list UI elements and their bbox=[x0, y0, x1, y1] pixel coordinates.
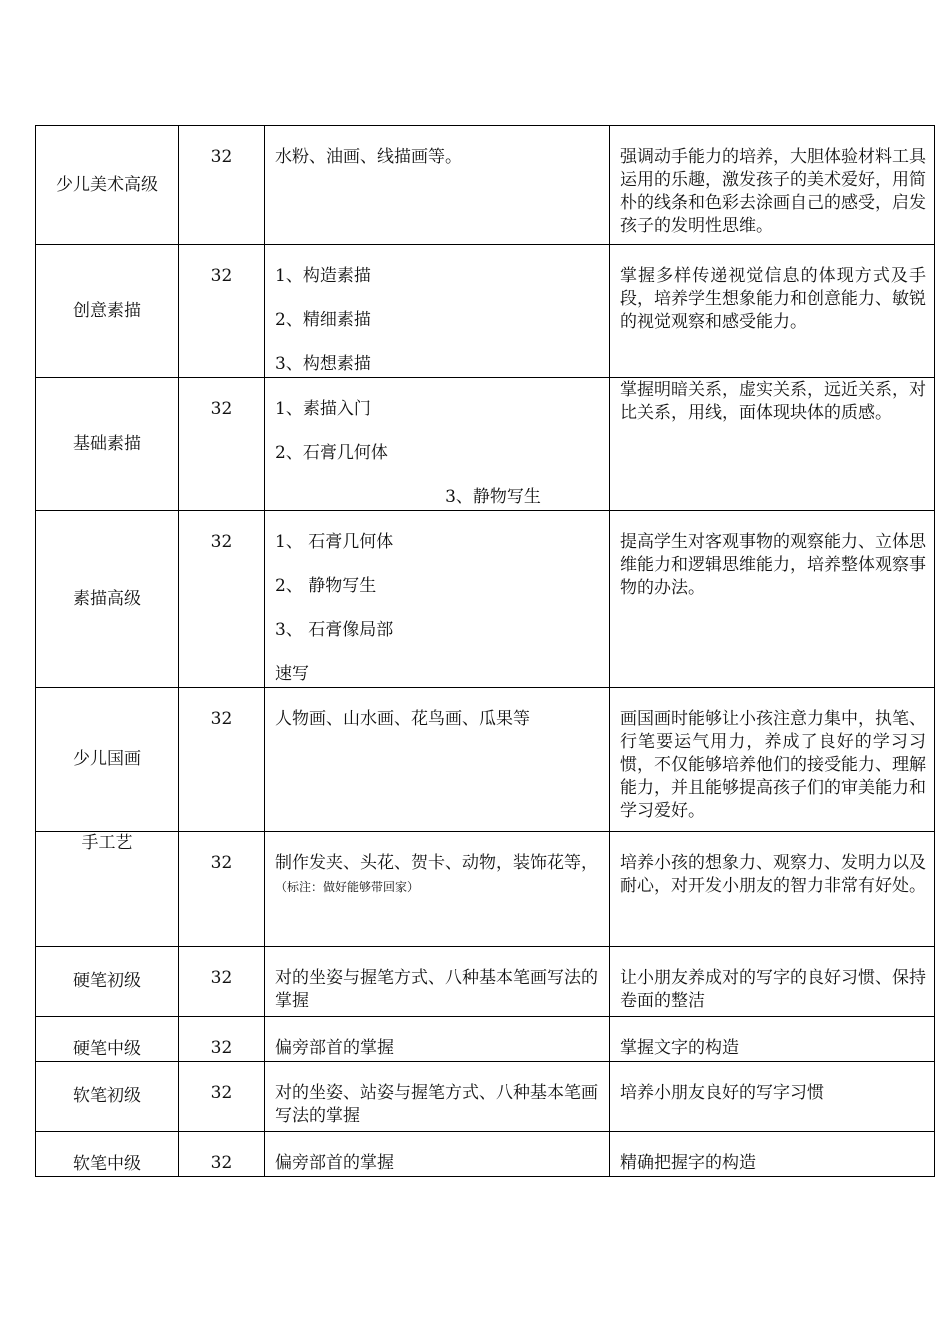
course-content-text: 制作发夹、头花、贺卡、动物，装饰花等， bbox=[275, 853, 598, 873]
course-content-cell bbox=[265, 947, 610, 1017]
course-content-line: 2、精细素描 bbox=[275, 310, 371, 330]
course-goal-cell bbox=[610, 688, 935, 832]
course-name: 硬笔初级 bbox=[73, 971, 141, 991]
course-hours-cell bbox=[179, 126, 265, 245]
course-hours: 32 bbox=[210, 1038, 233, 1058]
course-goal-cell bbox=[610, 1017, 935, 1062]
course-goal: 强调动手能力的培养，大胆体验材料工具运用的乐趣，激发孩子的美术爱好，用简朴的线条和色彩去涂画自己的感受，启发孩子的发明性思维。 bbox=[620, 147, 926, 236]
course-name-cell bbox=[36, 511, 179, 688]
course-name-cell bbox=[36, 832, 179, 947]
course-goal-cell bbox=[610, 245, 935, 378]
course-content-cell bbox=[265, 832, 610, 947]
course-hours: 32 bbox=[210, 1153, 233, 1173]
course-hours: 32 bbox=[210, 266, 233, 286]
course-goal: 掌握多样传递视觉信息的体现方式及手段，培养学生想象能力和创意能力、敏锐的视觉观察和感受能力。 bbox=[620, 266, 926, 332]
course-name: 硬笔中级 bbox=[73, 1039, 141, 1059]
course-hours: 32 bbox=[210, 968, 233, 988]
course-goal-cell bbox=[610, 126, 935, 245]
course-name: 素描高级 bbox=[73, 588, 141, 609]
course-hours-cell bbox=[179, 1062, 265, 1132]
course-hours-cell bbox=[179, 1017, 265, 1062]
course-name-cell bbox=[36, 1132, 179, 1177]
course-goal-cell bbox=[610, 947, 935, 1017]
course-hours-cell bbox=[179, 688, 265, 832]
course-hours-cell bbox=[179, 378, 265, 511]
course-content-line: 2、石膏几何体 bbox=[275, 443, 388, 463]
course-content-cell bbox=[265, 245, 610, 378]
course-goal: 让小朋友养成对的写字的良好习惯、保持卷面的整洁 bbox=[620, 968, 926, 1011]
course-content-cell bbox=[265, 511, 610, 688]
course-goal: 画国画时能够让小孩注意力集中，执笔、行笔要运气用力，养成了良好的学习习惯，不仅能够培养他们的接受能力、理解能力，并且能够提高孩子们的审美能力和学习爱好。 bbox=[620, 709, 926, 821]
table-row bbox=[36, 1062, 935, 1132]
course-content-line: 2、 静物写生 bbox=[275, 576, 377, 596]
course-goal-cell bbox=[610, 832, 935, 947]
course-name: 软笔初级 bbox=[73, 1086, 141, 1106]
course-name-cell bbox=[36, 378, 179, 511]
course-goal: 提高学生对客观事物的观察能力、立体思维能力和逻辑思维能力，培养整体观察事物的办法。 bbox=[620, 532, 926, 598]
table-row bbox=[36, 511, 935, 688]
course-hours: 32 bbox=[210, 532, 233, 552]
course-goal-cell bbox=[610, 1062, 935, 1132]
course-hours: 32 bbox=[210, 853, 233, 873]
course-content-line: 对的坐姿、站姿与握笔方式、八种基本笔画写法的掌握 bbox=[275, 1083, 598, 1126]
course-name: 少儿国画 bbox=[73, 749, 141, 769]
course-name-cell bbox=[36, 245, 179, 378]
course-goal-cell bbox=[610, 1132, 935, 1177]
course-content-line: 3、 石膏像局部 bbox=[275, 620, 394, 640]
course-name-cell bbox=[36, 1017, 179, 1062]
course-content-line: 速写 bbox=[275, 664, 309, 684]
course-name: 创意素描 bbox=[73, 300, 141, 321]
course-goal: 掌握文字的构造 bbox=[620, 1038, 739, 1058]
course-goal-cell bbox=[610, 378, 935, 511]
course-name: 手工艺 bbox=[81, 833, 133, 853]
table-row bbox=[36, 1132, 935, 1177]
course-content-line: 对的坐姿与握笔方式、八种基本笔画写法的掌握 bbox=[275, 968, 598, 1011]
course-content-note: （标注：做好能够带回家） bbox=[275, 880, 420, 894]
course-content-line: 1、素描入门 bbox=[275, 399, 371, 419]
course-name-cell bbox=[36, 126, 179, 245]
course-name-cell bbox=[36, 947, 179, 1017]
course-table bbox=[35, 125, 935, 1177]
table-row bbox=[36, 832, 935, 947]
course-name: 基础素描 bbox=[73, 433, 141, 454]
course-content-line: 3、静物写生 bbox=[445, 487, 541, 507]
course-content-line: 1、 石膏几何体 bbox=[275, 532, 394, 552]
course-name-cell bbox=[36, 1062, 179, 1132]
course-hours: 32 bbox=[210, 709, 233, 729]
course-name: 软笔中级 bbox=[73, 1154, 141, 1174]
course-content-line: 偏旁部首的掌握 bbox=[275, 1038, 394, 1058]
course-goal: 精确把握字的构造 bbox=[620, 1153, 756, 1173]
course-content-cell bbox=[265, 126, 610, 245]
course-content-cell bbox=[265, 1132, 610, 1177]
course-content-line: 偏旁部首的掌握 bbox=[275, 1153, 394, 1173]
course-name: 少儿美术高级 bbox=[56, 174, 158, 195]
course-content-line: 水粉、油画、线描画等。 bbox=[275, 147, 462, 167]
table-row bbox=[36, 947, 935, 1017]
course-hours: 32 bbox=[210, 147, 233, 167]
table-row bbox=[36, 245, 935, 378]
course-hours-cell bbox=[179, 947, 265, 1017]
course-name-cell bbox=[36, 688, 179, 832]
course-hours-cell bbox=[179, 832, 265, 947]
course-hours-cell bbox=[179, 245, 265, 378]
table-row bbox=[36, 126, 935, 245]
table-row bbox=[36, 688, 935, 832]
course-goal: 掌握明暗关系，虚实关系，远近关系，对比关系，用线，面体现块体的质感。 bbox=[620, 380, 926, 423]
course-hours-cell bbox=[179, 1132, 265, 1177]
table-row bbox=[36, 1017, 935, 1062]
course-goal: 培养小孩的想象力、观察力、发明力以及耐心，对开发小朋友的智力非常有好处。 bbox=[620, 853, 926, 896]
course-content-line: 3、构想素描 bbox=[275, 354, 371, 374]
course-content-line bbox=[265, 832, 609, 899]
course-content-cell bbox=[265, 378, 610, 511]
course-content-cell bbox=[265, 688, 610, 832]
course-content-line: 1、构造素描 bbox=[275, 266, 371, 286]
course-hours: 32 bbox=[210, 399, 233, 419]
course-goal: 培养小朋友良好的写字习惯 bbox=[620, 1083, 824, 1103]
course-hours-cell bbox=[179, 511, 265, 688]
course-content-cell bbox=[265, 1062, 610, 1132]
course-goal-cell bbox=[610, 511, 935, 688]
course-content-cell bbox=[265, 1017, 610, 1062]
course-hours: 32 bbox=[210, 1083, 233, 1103]
course-content-line: 人物画、山水画、花鸟画、瓜果等 bbox=[275, 709, 530, 729]
table-row bbox=[36, 378, 935, 511]
